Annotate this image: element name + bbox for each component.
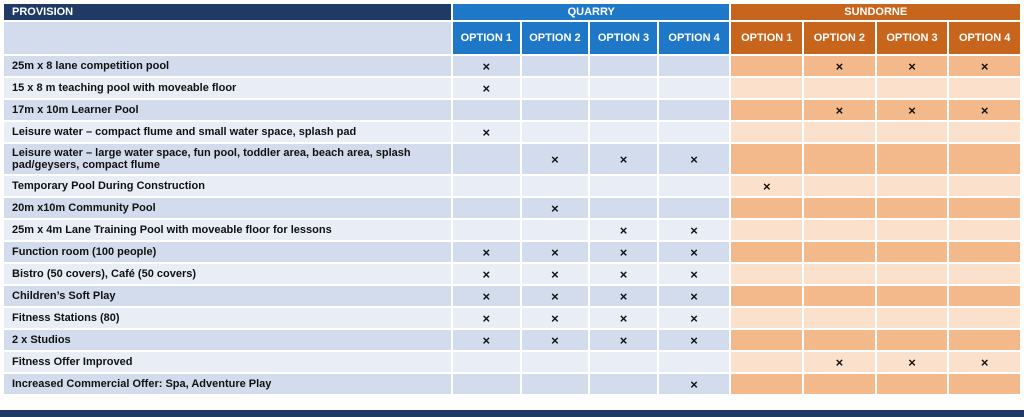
quarry-option-4-cell [659,176,730,196]
sundorne-option-4-cell [949,330,1020,350]
quarry-option-3-cell [590,100,657,120]
option-header-blank [4,22,451,54]
sundorne-header: SUNDORNE [731,4,1020,20]
sundorne-option-3-cell [877,308,948,328]
sundorne-option-2-cell [804,242,875,262]
quarry-option-3-cell: × [590,242,657,262]
sundorne-option-3-cell: × [877,100,948,120]
sundorne-option-4-cell: × [949,100,1020,120]
provision-label: Bistro (50 covers), Café (50 covers) [4,264,451,284]
sundorne-option-2-cell [804,264,875,284]
quarry-option-3-cell [590,176,657,196]
quarry-option-2-cell [522,100,589,120]
sundorne-option-1-cell [731,286,802,306]
provision-label: Leisure water – compact flume and small water space, splash pad [4,122,451,142]
sundorne-option-1-cell [731,352,802,372]
sundorne-option-3-cell [877,78,948,98]
sundorne-option-1-cell [731,374,802,394]
table-row [4,242,1020,262]
sundorne-option-4-cell [949,78,1020,98]
quarry-option-1-cell: × [453,56,520,76]
sundorne-option-4-cell [949,264,1020,284]
sundorne-option-1-cell [731,220,802,240]
quarry-option-1-cell [453,198,520,218]
sundorne-option-3-cell [877,242,948,262]
quarry-option-3-cell [590,374,657,394]
sundorne-option-4-cell: × [949,56,1020,76]
sundorne-option-4-cell [949,374,1020,394]
sundorne-option-1-cell [731,144,802,174]
quarry-option-3-cell: × [590,144,657,174]
sundorne-option-2-cell [804,330,875,350]
table-row [4,286,1020,306]
sundorne-option-4-cell [949,308,1020,328]
sundorne-option-4-cell [949,176,1020,196]
quarry-option-4-cell [659,56,730,76]
sundorne-option-1-cell [731,56,802,76]
sundorne-option-1-cell [731,308,802,328]
quarry-option-3-cell: × [590,330,657,350]
quarry-option-4-cell [659,122,730,142]
provision-label: Fitness Offer Improved [4,352,451,372]
quarry-option-3-header: OPTION 3 [590,22,657,54]
provision-comparison-table [2,2,1022,396]
table-row [4,308,1020,328]
sundorne-option-1-cell [731,242,802,262]
quarry-option-2-cell: × [522,308,589,328]
provision-label: 25m x 8 lane competition pool [4,56,451,76]
quarry-option-4-cell [659,198,730,218]
quarry-option-1-cell: × [453,264,520,284]
sundorne-option-4-cell [949,286,1020,306]
table-row [4,100,1020,120]
quarry-option-3-cell: × [590,264,657,284]
sundorne-option-3-cell [877,374,948,394]
sundorne-option-1-cell [731,198,802,218]
sundorne-option-4-cell [949,122,1020,142]
quarry-option-4-cell: × [659,374,730,394]
sundorne-option-2-header: OPTION 2 [804,22,875,54]
quarry-option-2-cell [522,176,589,196]
sundorne-option-2-cell: × [804,56,875,76]
quarry-option-4-cell: × [659,220,730,240]
quarry-option-4-cell: × [659,264,730,284]
quarry-option-1-cell: × [453,78,520,98]
sundorne-option-1-cell [731,100,802,120]
sundorne-option-3-header: OPTION 3 [877,22,948,54]
quarry-option-3-cell [590,78,657,98]
sundorne-option-3-cell [877,220,948,240]
sundorne-option-2-cell [804,286,875,306]
sundorne-option-3-cell [877,330,948,350]
provision-label: 15 x 8 m teaching pool with moveable floor [4,78,451,98]
sundorne-option-3-cell [877,264,948,284]
table-row [4,122,1020,142]
table-body [4,56,1020,394]
sundorne-option-2-cell [804,308,875,328]
quarry-option-4-cell: × [659,308,730,328]
quarry-option-1-cell: × [453,330,520,350]
provision-header: PROVISION [4,4,451,20]
sundorne-option-1-cell [731,122,802,142]
quarry-option-2-cell: × [522,144,589,174]
table-row [4,78,1020,98]
quarry-option-4-cell: × [659,242,730,262]
table-row [4,198,1020,218]
quarry-option-3-cell [590,122,657,142]
sundorne-option-3-cell [877,198,948,218]
quarry-option-2-cell: × [522,242,589,262]
sundorne-option-4-cell [949,198,1020,218]
sundorne-option-3-cell [877,176,948,196]
sundorne-option-3-cell [877,144,948,174]
sundorne-option-3-cell: × [877,352,948,372]
quarry-option-2-cell [522,374,589,394]
table-row [4,374,1020,394]
table-row [4,330,1020,350]
quarry-option-1-cell: × [453,122,520,142]
sundorne-option-4-cell: × [949,352,1020,372]
quarry-option-1-cell [453,100,520,120]
provision-label: Temporary Pool During Construction [4,176,451,196]
sundorne-option-3-cell [877,122,948,142]
sundorne-option-4-header: OPTION 4 [949,22,1020,54]
quarry-option-2-cell: × [522,330,589,350]
sundorne-option-2-cell [804,78,875,98]
sundorne-option-4-cell [949,220,1020,240]
quarry-option-2-cell [522,78,589,98]
provision-label: 2 x Studios [4,330,451,350]
sundorne-option-2-cell: × [804,100,875,120]
provision-label: Leisure water – large water space, fun pool, toddler area, beach area, splash pad/geysers, compact flume [4,144,451,174]
sundorne-option-4-cell [949,144,1020,174]
provision-label: Children’s Soft Play [4,286,451,306]
quarry-option-3-cell: × [590,308,657,328]
quarry-option-1-cell: × [453,242,520,262]
table-row [4,56,1020,76]
table-row [4,264,1020,284]
quarry-option-2-header: OPTION 2 [522,22,589,54]
quarry-option-2-cell [522,220,589,240]
sundorne-option-2-cell [804,176,875,196]
quarry-option-2-cell: × [522,198,589,218]
quarry-option-1-cell [453,374,520,394]
quarry-header: QUARRY [453,4,729,20]
sundorne-option-1-cell [731,78,802,98]
provision-label: 17m x 10m Learner Pool [4,100,451,120]
quarry-option-2-cell [522,56,589,76]
bottom-bar [0,410,1024,417]
quarry-option-2-cell [522,352,589,372]
provision-label: Fitness Stations (80) [4,308,451,328]
quarry-option-1-cell [453,144,520,174]
quarry-option-1-cell [453,352,520,372]
quarry-option-2-cell [522,122,589,142]
table-row [4,352,1020,372]
sundorne-option-3-cell: × [877,56,948,76]
quarry-option-2-cell: × [522,264,589,284]
quarry-option-4-cell: × [659,330,730,350]
quarry-option-3-cell: × [590,286,657,306]
provision-label: Function room (100 people) [4,242,451,262]
sundorne-option-2-cell [804,144,875,174]
quarry-option-3-cell [590,56,657,76]
sundorne-option-4-cell [949,242,1020,262]
quarry-option-4-header: OPTION 4 [659,22,730,54]
quarry-option-3-cell: × [590,220,657,240]
sundorne-option-1-cell [731,264,802,284]
sundorne-option-2-cell [804,198,875,218]
provision-label: 25m x 4m Lane Training Pool with moveable floor for lessons [4,220,451,240]
quarry-option-4-cell [659,100,730,120]
quarry-option-4-cell [659,352,730,372]
table-row [4,144,1020,174]
sundorne-option-3-cell [877,286,948,306]
quarry-option-1-header: OPTION 1 [453,22,520,54]
sundorne-option-1-cell: × [731,176,802,196]
table-row [4,176,1020,196]
quarry-option-3-cell [590,352,657,372]
sundorne-option-2-cell [804,374,875,394]
sundorne-option-2-cell: × [804,352,875,372]
sundorne-option-2-cell [804,122,875,142]
sundorne-option-1-header: OPTION 1 [731,22,802,54]
quarry-option-1-cell: × [453,286,520,306]
quarry-option-1-cell [453,220,520,240]
quarry-option-1-cell: × [453,308,520,328]
quarry-option-4-cell: × [659,286,730,306]
provision-label: 20m x10m Community Pool [4,198,451,218]
provision-label: Increased Commercial Offer: Spa, Adventure Play [4,374,451,394]
table-row [4,220,1020,240]
quarry-option-1-cell [453,176,520,196]
quarry-option-2-cell: × [522,286,589,306]
sundorne-option-1-cell [731,330,802,350]
sundorne-option-2-cell [804,220,875,240]
quarry-option-4-cell: × [659,144,730,174]
quarry-option-4-cell [659,78,730,98]
quarry-option-3-cell [590,198,657,218]
